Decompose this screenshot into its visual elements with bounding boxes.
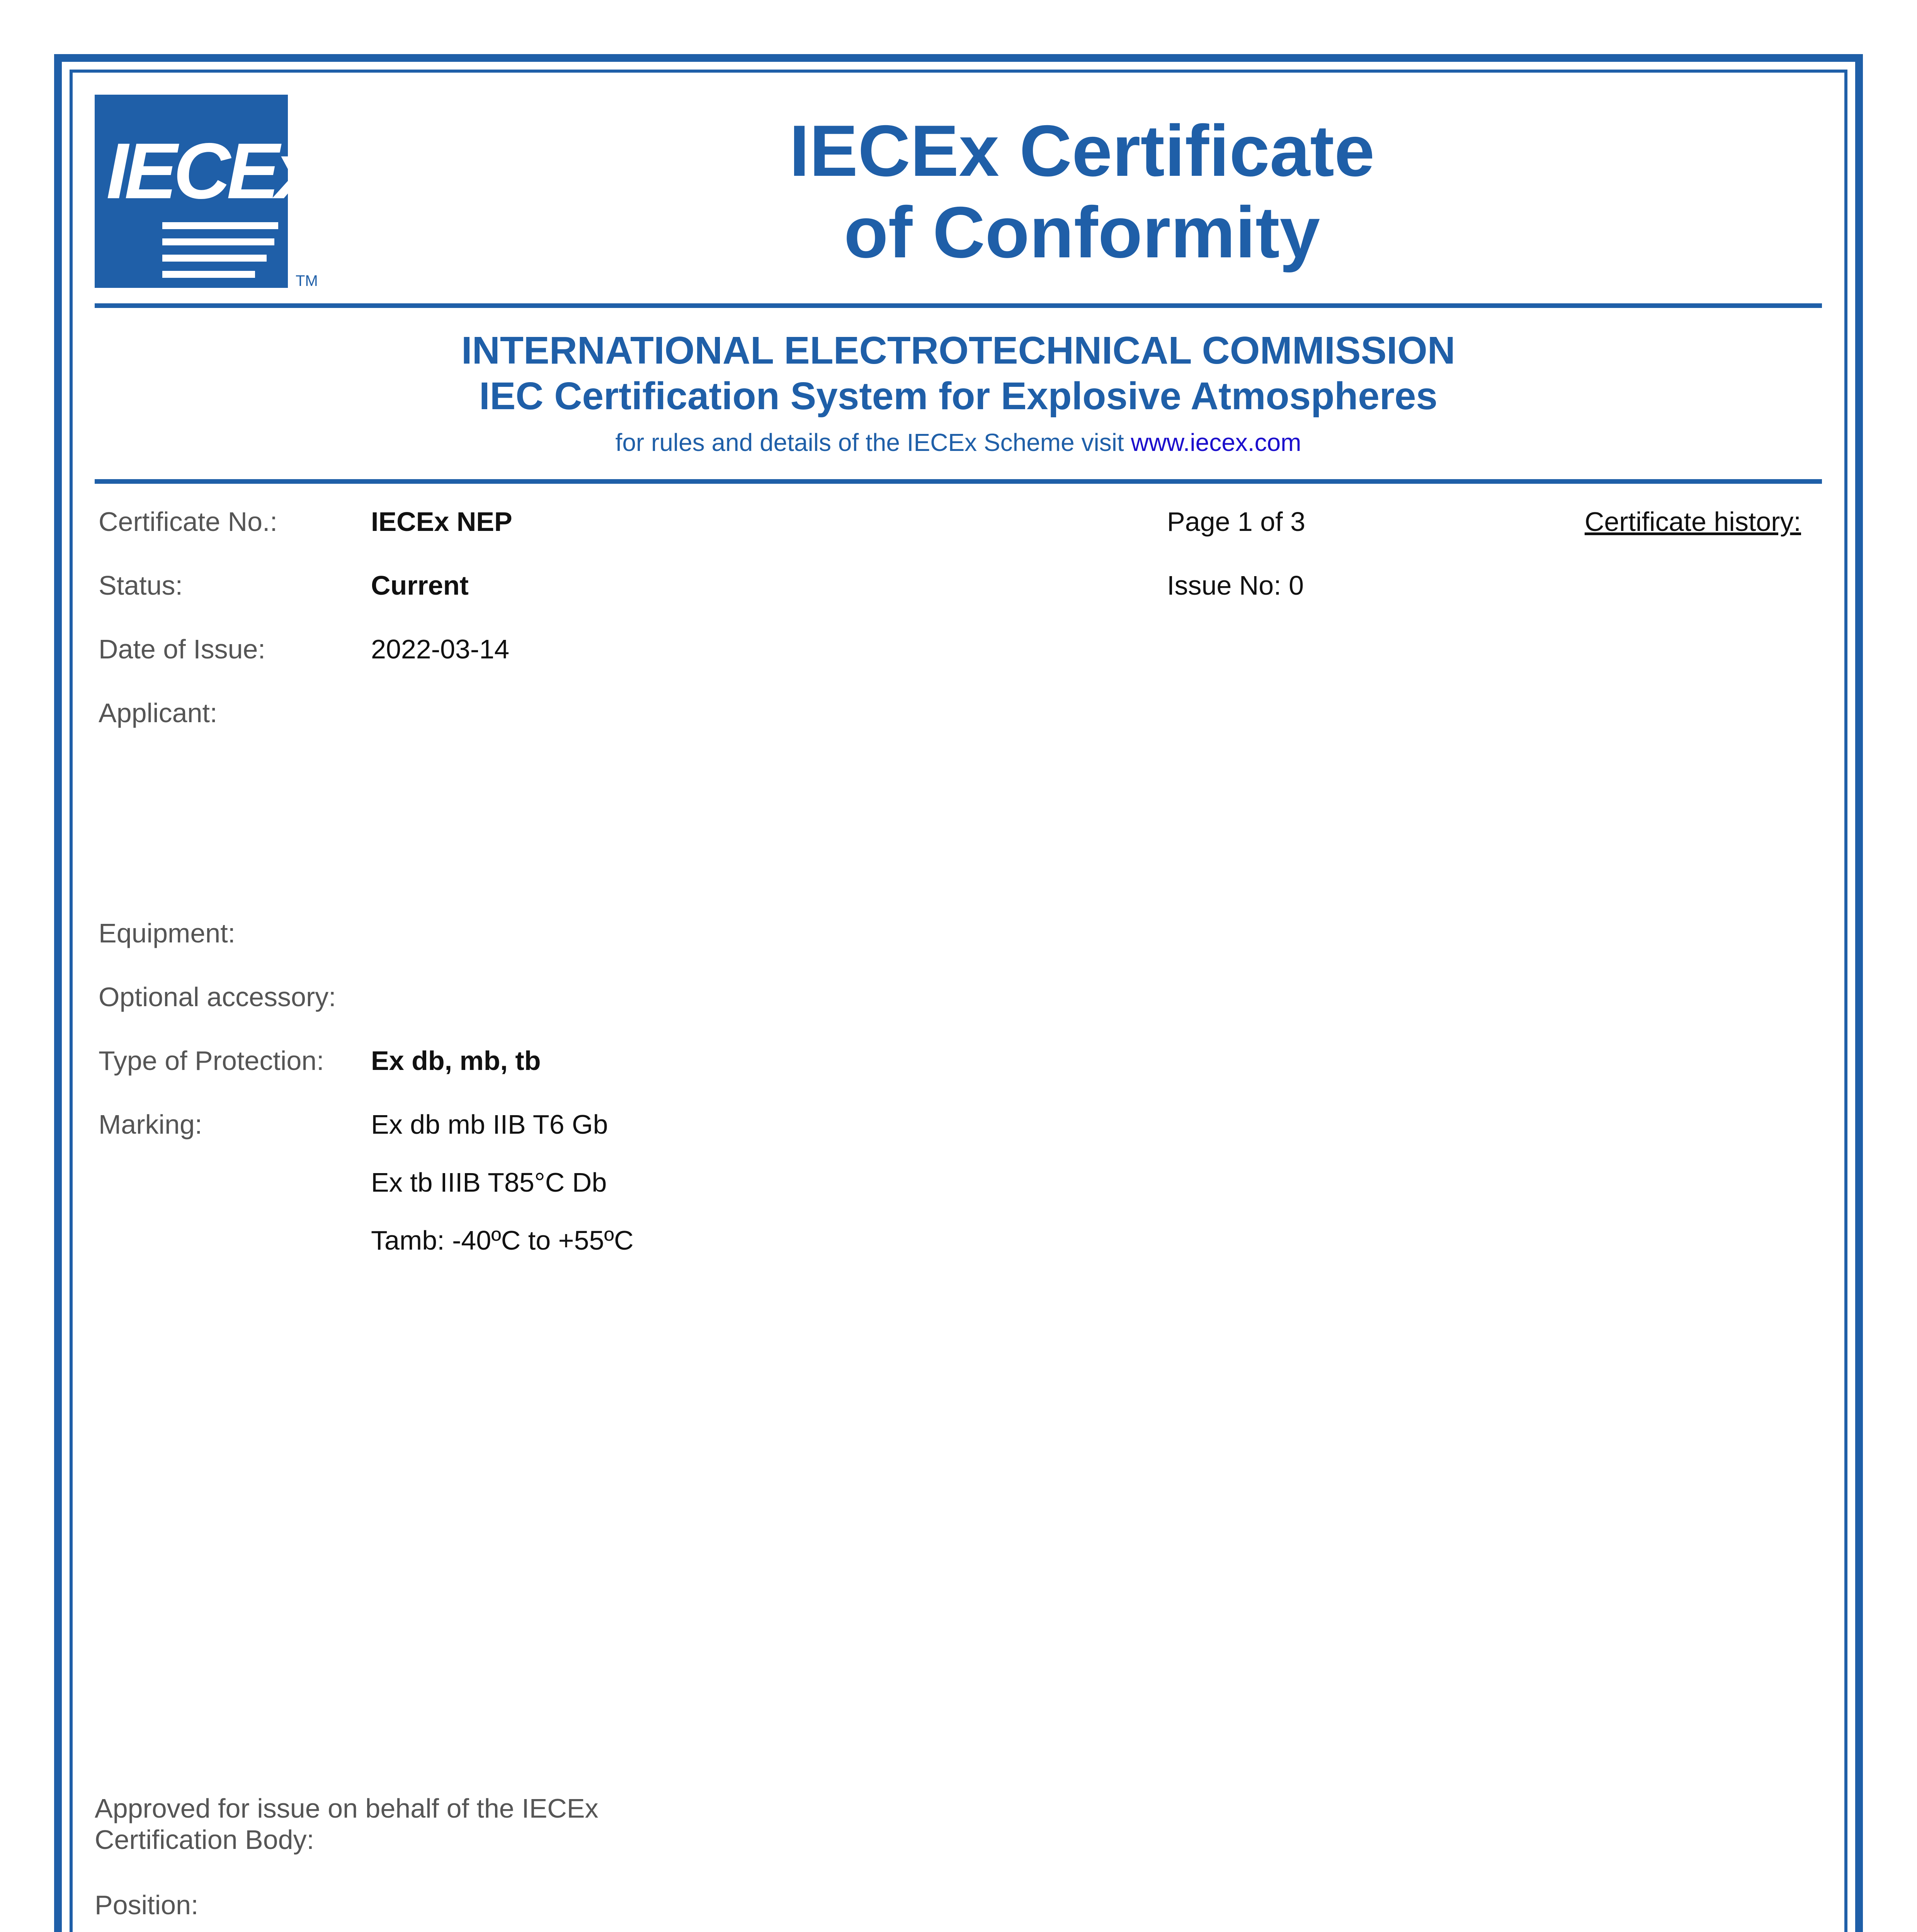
- iecex-link[interactable]: www.iecex.com: [1131, 429, 1301, 456]
- approved-for-issue: Approved for issue on behalf of the IECEx Certification Body:: [95, 1793, 599, 1855]
- header-divider: [95, 303, 1822, 308]
- applicant-label: Applicant:: [99, 698, 218, 728]
- marking-line: Tamb: -40ºC to +55ºC: [371, 1225, 634, 1255]
- marking-line: Ex tb IIIB T85°C Db: [371, 1167, 607, 1197]
- rules-note: for rules and details of the IECEx Scheme visit www.iecex.com: [615, 429, 1301, 456]
- page-title: IECEx Certificate of Conformity: [789, 110, 1375, 273]
- page-info: Page 1 of 3: [1167, 507, 1306, 537]
- status-value: Current: [371, 570, 469, 600]
- type-of-protection-value: Ex db, mb, tb: [371, 1046, 541, 1076]
- organization-name: INTERNATIONAL ELECTROTECHNICAL COMMISSION: [461, 329, 1456, 372]
- certificate-no-value: IECEx NEP: [371, 507, 512, 537]
- org-divider: [95, 479, 1822, 484]
- certificate-history-link[interactable]: Certificate history:: [1584, 507, 1801, 537]
- type-of-protection-label: Type of Protection:: [99, 1046, 324, 1076]
- optional-accessory-label: Optional accessory:: [99, 982, 336, 1012]
- trademark-mark: TM: [296, 272, 318, 289]
- status-label: Status:: [99, 570, 183, 600]
- marking-line: Ex db mb IIB T6 Gb: [371, 1109, 608, 1139]
- issue-no: Issue No: 0: [1167, 570, 1304, 600]
- marking-label: Marking:: [99, 1109, 202, 1139]
- system-name: IEC Certification System for Explosive Atmospheres: [479, 374, 1438, 418]
- equipment-label: Equipment:: [99, 918, 236, 948]
- date-of-issue-value: 2022-03-14: [371, 634, 510, 664]
- certificate-no-label: Certificate No.:: [99, 507, 277, 537]
- position-label: Position:: [95, 1890, 199, 1920]
- logo-text: IECEx: [106, 127, 316, 215]
- date-of-issue-label: Date of Issue:: [99, 634, 265, 664]
